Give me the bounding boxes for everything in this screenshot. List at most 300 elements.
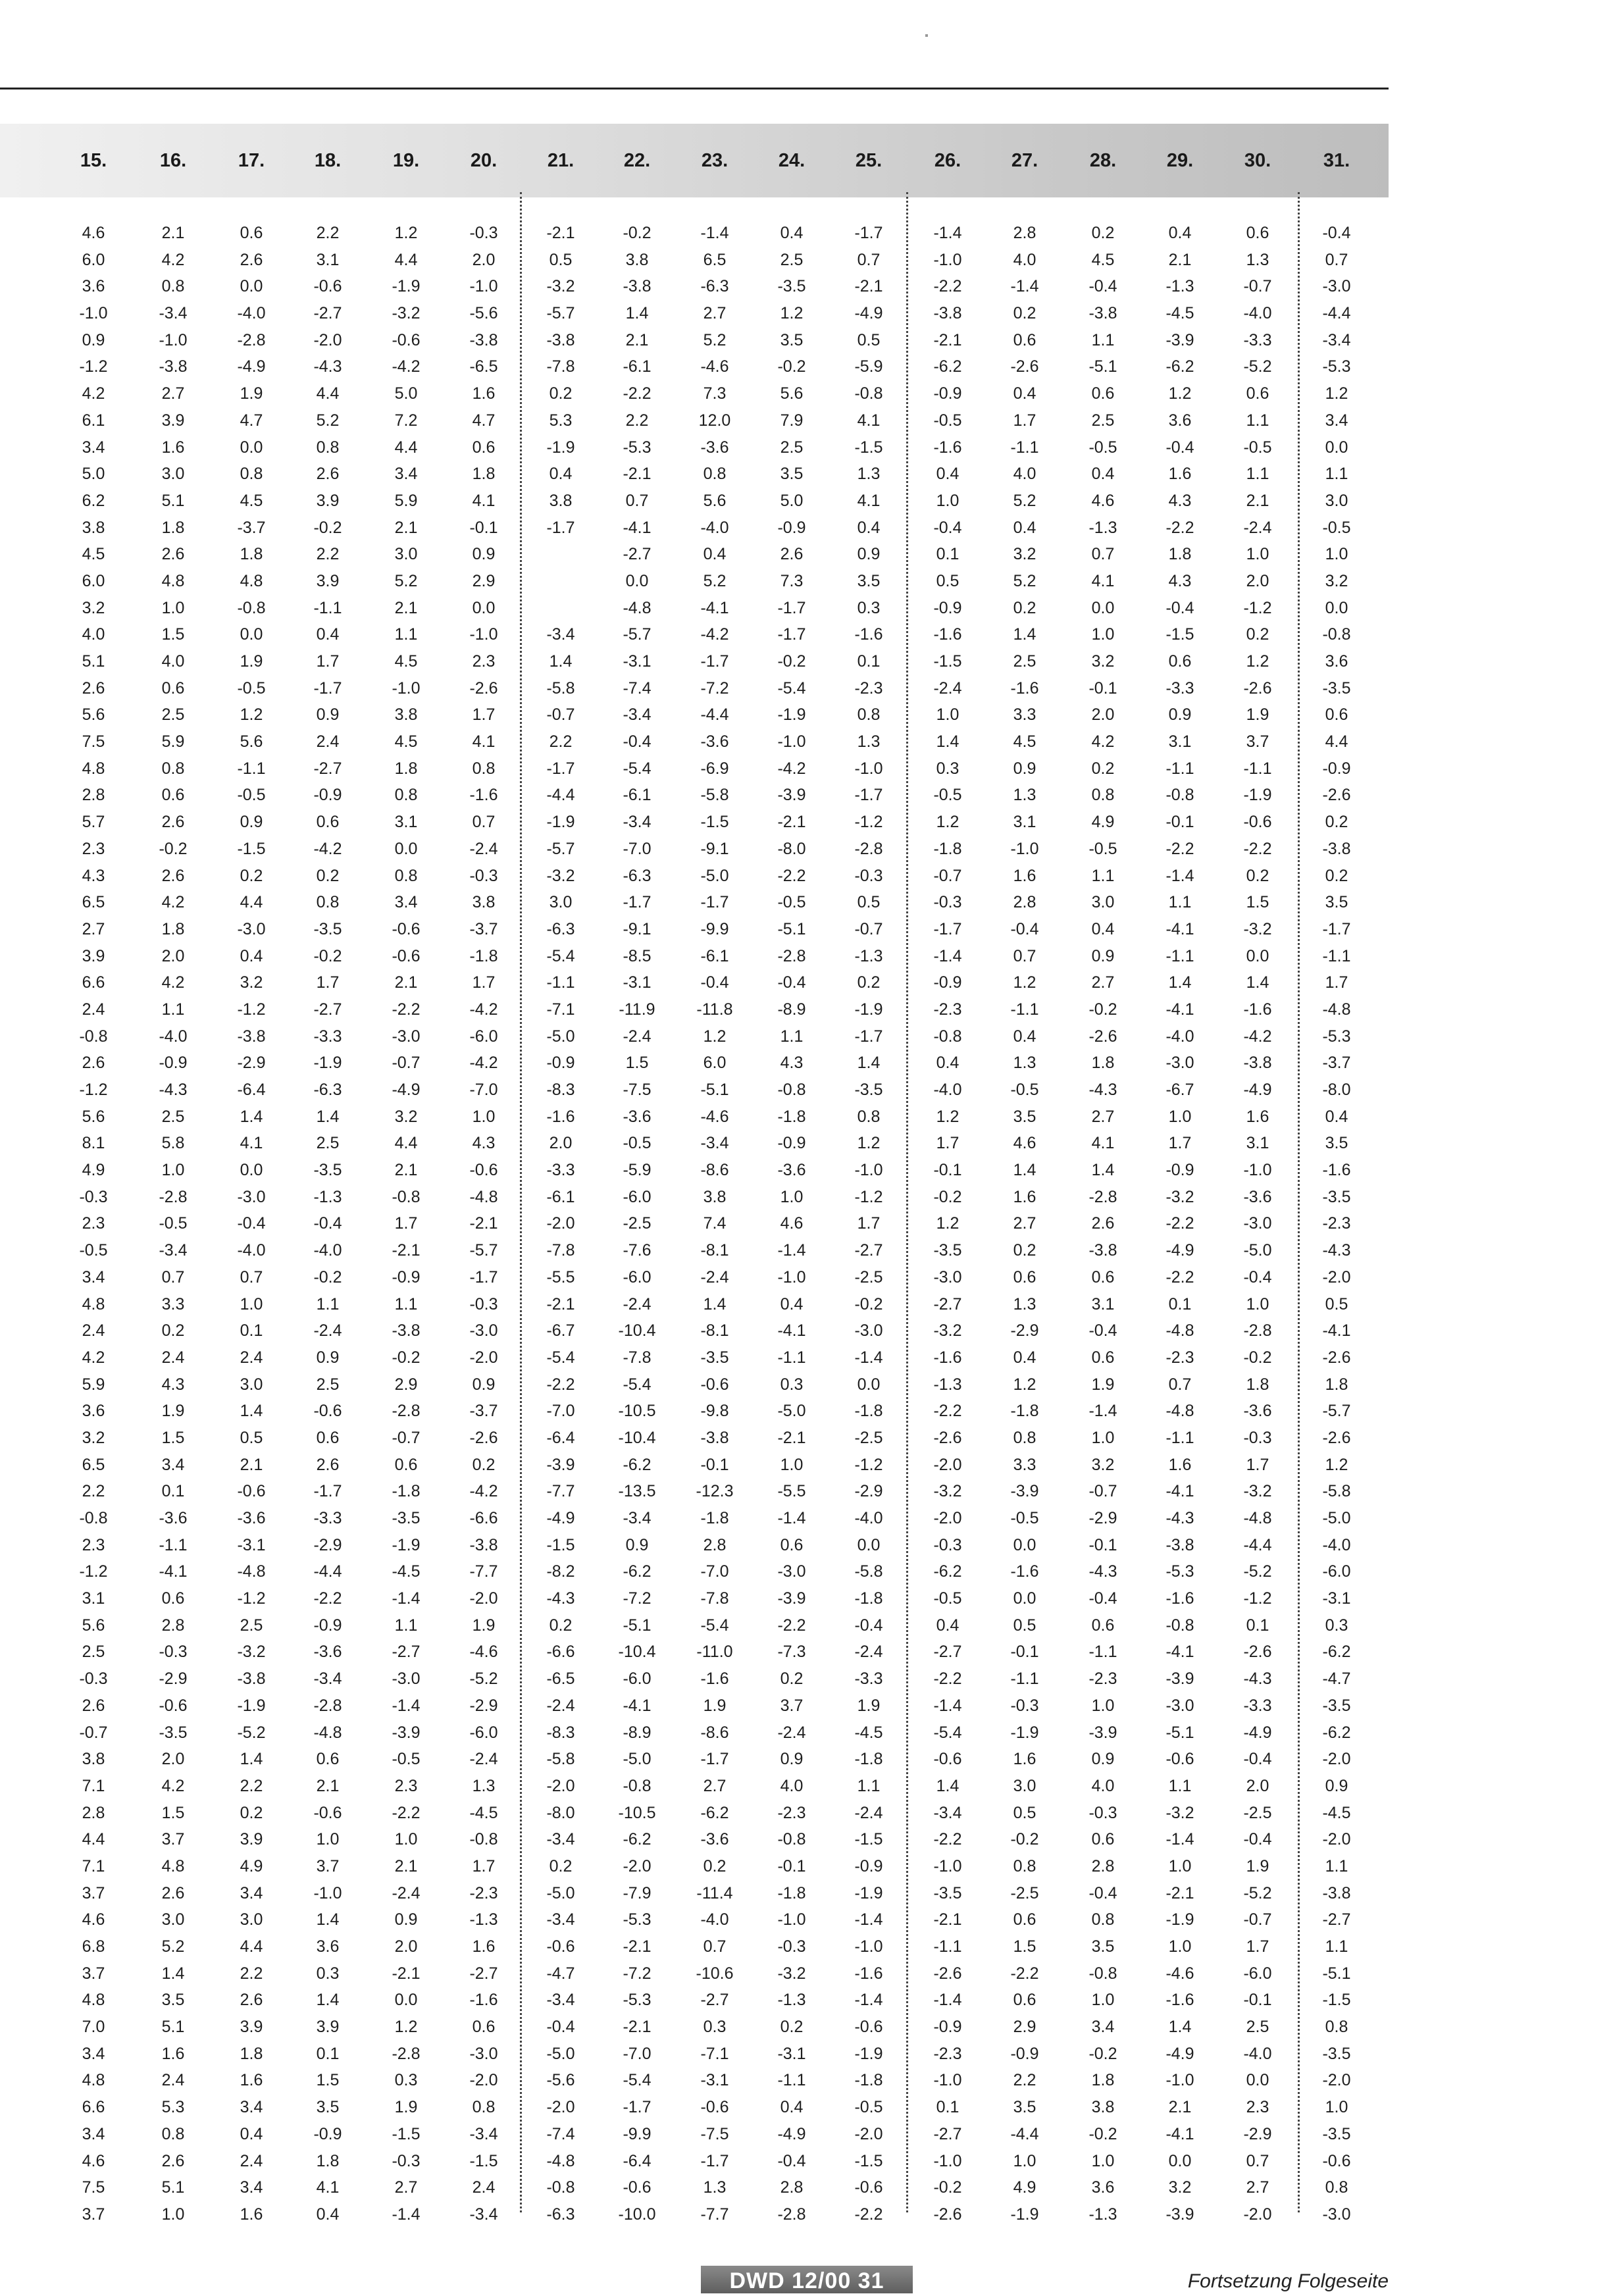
table-row bbox=[0, 1880, 1389, 1907]
table-cell: -3.6 bbox=[1243, 1402, 1272, 1421]
table-cell: 0.5 bbox=[1325, 1294, 1348, 1314]
table-cell: 1.8 bbox=[1246, 1375, 1269, 1394]
table-cell: 0.7 bbox=[703, 1937, 727, 1956]
table-cell: 0.3 bbox=[780, 1375, 804, 1394]
table-cell: 1.8 bbox=[316, 2151, 340, 2170]
table-cell: -3.0 bbox=[1322, 2205, 1351, 2224]
table-cell: -2.6 bbox=[1322, 786, 1351, 805]
table-cell: -4.5 bbox=[392, 1562, 421, 1581]
table-cell: 2.4 bbox=[316, 732, 340, 752]
table-cell: -2.0 bbox=[546, 1776, 575, 1795]
table-cell: -6.3 bbox=[700, 277, 729, 296]
table-cell: 1.0 bbox=[936, 491, 959, 510]
table-cell: -5.0 bbox=[623, 1750, 652, 1769]
table-cell: 1.0 bbox=[1246, 1294, 1269, 1314]
table-cell: 1.9 bbox=[394, 2098, 418, 2117]
table-cell: 0.0 bbox=[240, 625, 263, 644]
table-cell: -2.2 bbox=[1165, 518, 1194, 537]
table-cell: -3.8 bbox=[159, 357, 188, 376]
table-cell: -0.1 bbox=[1088, 678, 1117, 698]
table-cell: -2.2 bbox=[777, 866, 806, 885]
table-cell: -3.2 bbox=[933, 1482, 962, 1501]
table-cell: -3.8 bbox=[546, 330, 575, 349]
table-cell: 0.9 bbox=[394, 1910, 418, 1929]
table-cell bbox=[524, 595, 597, 622]
table-cell: 2.4 bbox=[161, 1348, 185, 1367]
table-cell: 1.6 bbox=[472, 1937, 496, 1956]
table-cell: -4.9 bbox=[1165, 2044, 1194, 2063]
table-cell: 0.4 bbox=[936, 465, 959, 484]
table-cell: 2.3 bbox=[1246, 2098, 1269, 2117]
table-cell: 3.0 bbox=[240, 1910, 263, 1929]
table-cell: 4.1 bbox=[472, 732, 496, 752]
table-cell: 1.6 bbox=[161, 438, 185, 457]
table-cell: -2.7 bbox=[313, 304, 342, 323]
table-cell: -6.2 bbox=[700, 1803, 729, 1822]
table-cell: 2.9 bbox=[472, 571, 496, 590]
table-cell: 1.1 bbox=[161, 1000, 185, 1019]
table-cell: 5.9 bbox=[394, 491, 418, 510]
table-cell: 1.1 bbox=[1091, 330, 1115, 349]
table-cell: -1.3 bbox=[777, 1991, 806, 2010]
table-cell: -5.4 bbox=[700, 1616, 729, 1635]
table-cell: -3.1 bbox=[623, 652, 652, 671]
table-cell: -5.8 bbox=[546, 1750, 575, 1769]
table-cell: 3.6 bbox=[82, 1402, 105, 1421]
column-header: 20. bbox=[470, 150, 498, 171]
table-cell: -1.2 bbox=[854, 1187, 883, 1206]
table-cell: -0.8 bbox=[392, 1187, 421, 1206]
table-cell: -4.2 bbox=[469, 1000, 498, 1019]
table-cell: -0.4 bbox=[1243, 1267, 1272, 1287]
table-cell: 1.0 bbox=[316, 1830, 340, 1849]
table-row bbox=[0, 1720, 1389, 1747]
table-cell: -1.0 bbox=[313, 1883, 342, 1902]
table-cell: -2.0 bbox=[313, 330, 342, 349]
table-row bbox=[0, 1800, 1389, 1827]
table-cell: -6.2 bbox=[623, 1830, 652, 1849]
table-cell: 0.0 bbox=[1013, 1535, 1036, 1554]
table-cell: -3.2 bbox=[237, 1643, 266, 1662]
table-cell: 2.3 bbox=[472, 652, 496, 671]
table-cell: 4.6 bbox=[82, 2151, 105, 2170]
table-cell: -8.1 bbox=[700, 1321, 729, 1340]
table-cell: 4.5 bbox=[1091, 250, 1115, 269]
table-cell: -5.3 bbox=[623, 438, 652, 457]
table-cell: -0.8 bbox=[1088, 1964, 1117, 1983]
table-cell: -3.9 bbox=[392, 1723, 421, 1742]
table-cell: 3.2 bbox=[1091, 652, 1115, 671]
table-cell: 1.8 bbox=[161, 518, 185, 537]
table-cell: -1.0 bbox=[469, 625, 498, 644]
table-cell: -0.5 bbox=[392, 1750, 421, 1769]
table-cell: -1.2 bbox=[79, 357, 108, 376]
table-cell: 0.4 bbox=[1013, 1348, 1036, 1367]
table-cell: 0.9 bbox=[82, 330, 105, 349]
table-row bbox=[0, 1960, 1389, 1987]
table-cell: -1.1 bbox=[1010, 1000, 1039, 1019]
table-cell: 2.1 bbox=[394, 598, 418, 617]
table-cell: 0.3 bbox=[1325, 1616, 1348, 1635]
table-cell: 2.5 bbox=[1091, 411, 1115, 430]
table-cell: 0.0 bbox=[1246, 946, 1269, 965]
table-cell: -1.5 bbox=[237, 839, 266, 858]
table-row bbox=[0, 1746, 1389, 1773]
table-cell: -2.1 bbox=[392, 1241, 421, 1260]
table-cell: 0.9 bbox=[316, 1348, 340, 1367]
table-cell: 0.0 bbox=[857, 1535, 881, 1554]
table-cell: -4.6 bbox=[700, 357, 729, 376]
table-cell: 2.1 bbox=[1246, 491, 1269, 510]
table-cell: -2.2 bbox=[777, 1616, 806, 1635]
table-cell: -1.5 bbox=[1165, 625, 1194, 644]
table-cell: -3.8 bbox=[469, 1535, 498, 1554]
table-cell: 0.8 bbox=[316, 438, 340, 457]
table-cell: 2.6 bbox=[161, 1883, 185, 1902]
table-cell: -3.8 bbox=[1088, 304, 1117, 323]
table-row bbox=[0, 2174, 1389, 2201]
table-cell: -3.6 bbox=[623, 1107, 652, 1126]
table-row bbox=[0, 1425, 1389, 1452]
table-cell: -5.7 bbox=[1322, 1402, 1351, 1421]
table-cell: 3.0 bbox=[1325, 491, 1348, 510]
table-cell: -10.5 bbox=[618, 1402, 656, 1421]
table-cell: -2.0 bbox=[469, 1589, 498, 1608]
table-row bbox=[0, 2121, 1389, 2148]
table-cell: 1.0 bbox=[1091, 1696, 1115, 1715]
table-cell: -3.4 bbox=[546, 1991, 575, 2010]
table-cell: -1.2 bbox=[237, 1589, 266, 1608]
table-cell: 1.2 bbox=[1013, 1375, 1036, 1394]
table-cell: -13.5 bbox=[618, 1482, 656, 1501]
table-cell: -3.6 bbox=[159, 1509, 188, 1527]
table-cell: 5.6 bbox=[780, 384, 804, 403]
table-cell: 3.4 bbox=[82, 2044, 105, 2063]
table-cell: 5.2 bbox=[394, 571, 418, 590]
table-cell: -3.9 bbox=[1165, 1670, 1194, 1689]
table-cell: -0.8 bbox=[777, 1830, 806, 1849]
table-cell: 2.7 bbox=[82, 919, 105, 938]
table-cell: -2.1 bbox=[623, 465, 652, 484]
table-cell: 1.0 bbox=[161, 2205, 185, 2224]
table-cell: -7.0 bbox=[623, 2044, 652, 2063]
table-cell: -6.3 bbox=[546, 919, 575, 938]
table-cell: -4.5 bbox=[1165, 304, 1194, 323]
table-cell: -3.0 bbox=[854, 1321, 883, 1340]
table-cell: 3.8 bbox=[703, 1187, 727, 1206]
table-cell: 0.6 bbox=[1013, 330, 1036, 349]
table-cell: -1.6 bbox=[700, 1670, 729, 1689]
table-row bbox=[0, 1210, 1389, 1237]
table-cell: -1.9 bbox=[1165, 1910, 1194, 1929]
table-cell: 2.8 bbox=[1091, 1856, 1115, 1875]
table-cell bbox=[524, 541, 597, 568]
table-cell: -7.1 bbox=[700, 2044, 729, 2063]
table-cell: -3.8 bbox=[237, 1670, 266, 1689]
table-cell: 1.1 bbox=[1325, 465, 1348, 484]
table-cell: 1.7 bbox=[316, 973, 340, 992]
table-row bbox=[0, 1666, 1389, 1693]
table-row bbox=[0, 648, 1389, 675]
table-cell: 1.4 bbox=[1013, 625, 1036, 644]
table-cell: -0.6 bbox=[854, 2178, 883, 2197]
table-cell: -1.3 bbox=[313, 1187, 342, 1206]
table-cell: -0.2 bbox=[1088, 2044, 1117, 2063]
table-cell: -0.8 bbox=[1165, 1616, 1194, 1635]
table-cell: -0.4 bbox=[1088, 277, 1117, 296]
table-cell: -3.4 bbox=[469, 2124, 498, 2143]
table-cell: 3.2 bbox=[1325, 571, 1348, 590]
column-header: 17. bbox=[238, 150, 265, 171]
table-cell: -4.5 bbox=[1322, 1803, 1351, 1822]
table-cell: -2.9 bbox=[313, 1535, 342, 1554]
table-cell: 5.7 bbox=[82, 813, 105, 832]
table-cell: 3.8 bbox=[82, 1750, 105, 1769]
table-cell: 1.2 bbox=[936, 1107, 959, 1126]
table-cell: 1.4 bbox=[316, 1991, 340, 2010]
table-cell: -2.0 bbox=[1243, 2205, 1272, 2224]
table-cell: 2.0 bbox=[1246, 1776, 1269, 1795]
table-cell: 1.4 bbox=[240, 1107, 263, 1126]
table-cell: -4.1 bbox=[1165, 1482, 1194, 1501]
table-cell: -6.2 bbox=[933, 357, 962, 376]
table-cell: 2.6 bbox=[161, 2151, 185, 2170]
table-row bbox=[0, 1693, 1389, 1720]
table-cell: 5.3 bbox=[549, 411, 573, 430]
table-cell: -4.1 bbox=[1165, 919, 1194, 938]
table-cell: 0.8 bbox=[1325, 2018, 1348, 2037]
table-cell: -3.4 bbox=[623, 813, 652, 832]
table-row bbox=[0, 836, 1389, 863]
table-cell: -3.2 bbox=[1243, 1482, 1272, 1501]
table-row bbox=[0, 380, 1389, 407]
table-row bbox=[0, 1023, 1389, 1050]
table-cell: -2.5 bbox=[854, 1267, 883, 1287]
table-cell: -1.8 bbox=[854, 2071, 883, 2090]
table-row bbox=[0, 728, 1389, 755]
table-cell: -0.8 bbox=[777, 1081, 806, 1099]
table-cell: -0.3 bbox=[469, 866, 498, 885]
table-cell: -4.0 bbox=[854, 1509, 883, 1527]
table-cell: -6.5 bbox=[546, 1670, 575, 1689]
table-cell: -1.9 bbox=[546, 813, 575, 832]
table-cell: 1.2 bbox=[936, 813, 959, 832]
table-cell: -4.1 bbox=[1165, 1000, 1194, 1019]
table-cell: -6.7 bbox=[546, 1321, 575, 1340]
table-cell: -0.9 bbox=[546, 1054, 575, 1073]
table-cell: 1.5 bbox=[161, 1803, 185, 1822]
table-cell: -4.3 bbox=[1322, 1241, 1351, 1260]
table-cell: -6.2 bbox=[623, 1455, 652, 1474]
table-cell: -1.6 bbox=[1010, 678, 1039, 698]
table-cell: -11.0 bbox=[696, 1643, 733, 1662]
table-cell: -0.6 bbox=[1165, 1750, 1194, 1769]
table-row bbox=[0, 1264, 1389, 1291]
table-cell: 0.8 bbox=[161, 759, 185, 778]
table-cell: -3.5 bbox=[313, 919, 342, 938]
table-cell: -0.4 bbox=[854, 1616, 883, 1635]
table-cell: -2.1 bbox=[546, 224, 575, 242]
table-cell: -2.8 bbox=[777, 946, 806, 965]
table-cell: 1.6 bbox=[1168, 1455, 1192, 1474]
table-cell: -5.1 bbox=[777, 919, 806, 938]
table-cell: -5.3 bbox=[1322, 1027, 1351, 1046]
table-cell: -8.6 bbox=[700, 1161, 729, 1180]
table-cell: -4.3 bbox=[1243, 1670, 1272, 1689]
table-cell: -7.4 bbox=[546, 2124, 575, 2143]
table-cell: -4.0 bbox=[700, 1910, 729, 1929]
table-cell: -4.0 bbox=[1322, 1535, 1351, 1554]
table-cell: -1.8 bbox=[392, 1482, 421, 1501]
table-cell: -4.3 bbox=[546, 1589, 575, 1608]
table-cell: -7.2 bbox=[623, 1589, 652, 1608]
table-cell: -0.2 bbox=[1010, 1830, 1039, 1849]
table-cell: 4.5 bbox=[394, 732, 418, 752]
table-cell: -1.2 bbox=[237, 1000, 266, 1019]
table-cell: 0.4 bbox=[1013, 384, 1036, 403]
table-cell: -1.1 bbox=[237, 759, 266, 778]
table-row bbox=[0, 327, 1389, 354]
table-cell: -5.8 bbox=[854, 1562, 883, 1581]
table-cell: -3.8 bbox=[469, 330, 498, 349]
table-cell: 0.2 bbox=[472, 1455, 496, 1474]
column-header: 15. bbox=[80, 150, 107, 171]
table-cell: 3.2 bbox=[240, 973, 263, 992]
page-badge: DWD 12/00 31 bbox=[701, 2266, 913, 2293]
table-cell: -7.2 bbox=[623, 1964, 652, 1983]
table-row bbox=[0, 353, 1389, 380]
table-cell: -0.3 bbox=[933, 1535, 962, 1554]
table-cell: -0.9 bbox=[933, 598, 962, 617]
table-cell: -4.2 bbox=[392, 357, 421, 376]
table-cell: 0.8 bbox=[703, 465, 727, 484]
table-cell: -4.2 bbox=[777, 759, 806, 778]
table-cell: -4.0 bbox=[313, 1241, 342, 1260]
table-cell: 1.6 bbox=[1013, 866, 1036, 885]
table-cell: -7.1 bbox=[546, 1000, 575, 1019]
table-cell: -9.1 bbox=[623, 919, 652, 938]
table-cell: 2.1 bbox=[240, 1455, 263, 1474]
table-cell: -3.5 bbox=[777, 277, 806, 296]
table-cell: -4.1 bbox=[777, 1321, 806, 1340]
table-cell: -0.8 bbox=[1322, 625, 1351, 644]
table-cell: -4.6 bbox=[469, 1643, 498, 1662]
table-cell: -2.0 bbox=[1322, 1830, 1351, 1849]
table-cell: 2.8 bbox=[161, 1616, 185, 1635]
table-row bbox=[0, 1398, 1389, 1425]
table-cell: -0.9 bbox=[159, 1054, 188, 1073]
table-cell: 0.8 bbox=[240, 465, 263, 484]
table-cell: -4.8 bbox=[1243, 1509, 1272, 1527]
table-cell: 2.8 bbox=[780, 2178, 804, 2197]
table-cell: -4.0 bbox=[159, 1027, 188, 1046]
table-cell: -9.8 bbox=[700, 1402, 729, 1421]
table-cell: 4.4 bbox=[394, 250, 418, 269]
table-cell: -12.3 bbox=[696, 1482, 734, 1501]
table-cell: 1.2 bbox=[1168, 384, 1192, 403]
table-cell: -6.3 bbox=[546, 2205, 575, 2224]
table-cell: -6.6 bbox=[469, 1509, 498, 1527]
table-cell: -0.4 bbox=[700, 973, 729, 992]
table-cell: -3.8 bbox=[1243, 1054, 1272, 1073]
table-cell: 3.2 bbox=[82, 1428, 105, 1447]
table-cell: -3.1 bbox=[777, 2044, 806, 2063]
table-cell: -3.0 bbox=[1165, 1696, 1194, 1715]
table-cell: 4.9 bbox=[1013, 2178, 1036, 2197]
table-cell: 0.2 bbox=[703, 1856, 727, 1875]
table-cell: 1.0 bbox=[240, 1294, 263, 1314]
table-cell: -4.6 bbox=[700, 1107, 729, 1126]
table-cell: -4.6 bbox=[1165, 1964, 1194, 1983]
table-cell: -1.0 bbox=[854, 759, 883, 778]
table-cell: 0.1 bbox=[936, 545, 959, 564]
table-cell: -3.3 bbox=[1243, 1696, 1272, 1715]
table-row bbox=[0, 675, 1389, 702]
table-cell: 3.0 bbox=[161, 465, 185, 484]
table-cell: -2.9 bbox=[854, 1482, 883, 1501]
table-cell: -0.4 bbox=[546, 2018, 575, 2037]
table-cell: -1.7 bbox=[623, 893, 652, 912]
table-cell: -2.4 bbox=[623, 1027, 652, 1046]
table-cell: 8.1 bbox=[82, 1134, 105, 1153]
table-cell: -3.3 bbox=[313, 1027, 342, 1046]
table-cell: 0.3 bbox=[316, 1964, 340, 1983]
table-cell: -4.9 bbox=[392, 1081, 421, 1099]
table-row bbox=[0, 2041, 1389, 2068]
table-cell: 2.4 bbox=[240, 2151, 263, 2170]
table-cell: -0.3 bbox=[469, 224, 498, 242]
table-cell: 3.4 bbox=[1325, 411, 1348, 430]
column-header: 26. bbox=[934, 150, 961, 171]
table-cell: 4.3 bbox=[161, 1375, 185, 1394]
table-cell: -0.3 bbox=[1088, 1803, 1117, 1822]
table-cell: -0.5 bbox=[1010, 1081, 1039, 1099]
table-cell: -7.6 bbox=[623, 1241, 652, 1260]
table-cell: -4.8 bbox=[469, 1187, 498, 1206]
table-cell: -1.9 bbox=[854, 1000, 883, 1019]
table-cell: 1.0 bbox=[936, 705, 959, 725]
table-cell: 4.5 bbox=[240, 491, 263, 510]
table-cell: -3.6 bbox=[700, 732, 729, 752]
table-cell: -2.4 bbox=[623, 1294, 652, 1314]
table-cell: -4.3 bbox=[1088, 1081, 1117, 1099]
table-cell: -4.2 bbox=[313, 839, 342, 858]
table-cell: 1.2 bbox=[780, 304, 804, 323]
table-cell: -5.0 bbox=[1243, 1241, 1272, 1260]
table-cell: 2.7 bbox=[1013, 1214, 1036, 1233]
table-cell: 4.4 bbox=[394, 1134, 418, 1153]
table-cell: -1.6 bbox=[1243, 1000, 1272, 1019]
table-cell: -3.6 bbox=[777, 1161, 806, 1180]
table-cell: -8.5 bbox=[623, 946, 652, 965]
table-cell: 0.0 bbox=[857, 1375, 881, 1394]
table-cell: -5.4 bbox=[623, 2071, 652, 2090]
table-cell: -10.4 bbox=[618, 1428, 656, 1447]
table-cell: -2.9 bbox=[1243, 2124, 1272, 2143]
table-cell: 0.9 bbox=[1091, 1750, 1115, 1769]
table-cell: -5.0 bbox=[546, 2044, 575, 2063]
table-cell: 2.0 bbox=[549, 1134, 573, 1153]
table-cell: 0.7 bbox=[240, 1267, 263, 1287]
table-cell: -1.9 bbox=[392, 1535, 421, 1554]
table-cell: 0.0 bbox=[240, 1161, 263, 1180]
table-cell: 0.8 bbox=[161, 277, 185, 296]
table-cell: -1.9 bbox=[854, 1883, 883, 1902]
table-cell: -1.4 bbox=[1165, 1830, 1194, 1849]
table-cell: -3.5 bbox=[700, 1348, 729, 1367]
column-header: 28. bbox=[1089, 150, 1117, 171]
table-cell: -1.4 bbox=[933, 224, 962, 242]
